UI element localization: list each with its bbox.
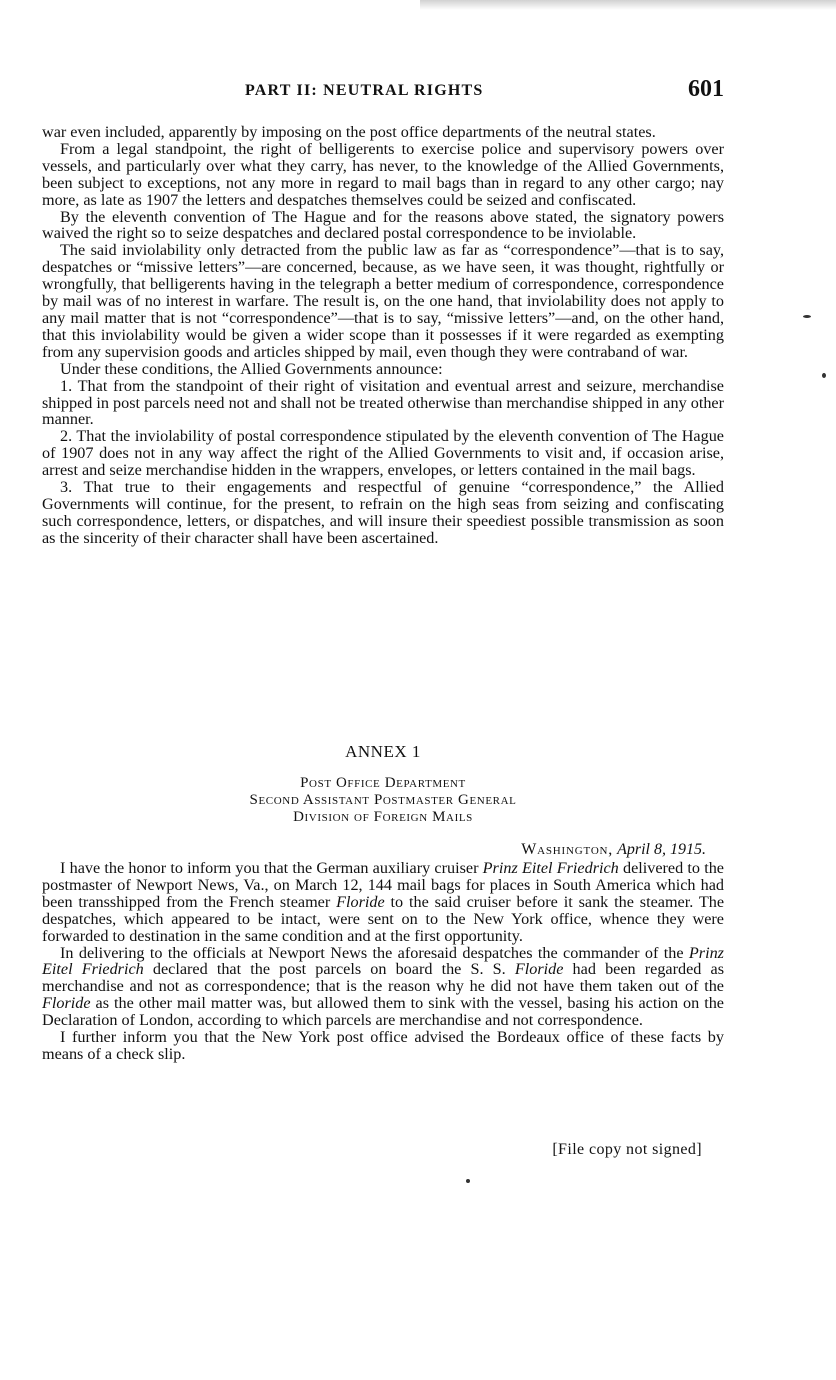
scan-speck bbox=[803, 315, 811, 318]
paragraph-announcement: Under these conditions, the Allied Governments announce: bbox=[60, 359, 443, 378]
text-run: In delivering to the officials at Newport News the aforesaid despatches the commander of the bbox=[60, 943, 689, 962]
scan-speck bbox=[466, 1179, 470, 1183]
text-run: had been regarded as merchandise and not as correspondence; that is the reason why he did not have them taken out of the bbox=[42, 960, 724, 996]
text-run: delivered to the postmaster of Newport News, Va., on March 12, 144 mail bags for places in South America which had been transshipped from the French steamer bbox=[42, 859, 724, 911]
page-number: 601 bbox=[688, 76, 724, 102]
text-run: to the said cruiser before it sank the steamer. The despatches, which appeared to be intact, were sent on to the New York office, whence they were forwarded to destination in the same condition and at the first opportunity. bbox=[42, 892, 725, 945]
numbered-item-1: 1. That from the standpoint of their right of visitation and eventual arrest and seizure, merchandise shipped in post parcels need not and shall not be treated otherwise than merchandise shipped in any other manner. bbox=[42, 376, 724, 429]
ship-name: Floride bbox=[336, 892, 385, 911]
dateline-date: April 8, 1915. bbox=[617, 841, 706, 858]
letter-paragraph-1 bbox=[42, 860, 724, 945]
text-run: as the other mail matter was, but allowed them to sink with the vessel, basing his action on the Declaration of London, according to which parcels are merchandise and not correspondence. bbox=[42, 994, 724, 1030]
dateline-place: Washington, bbox=[521, 841, 614, 858]
letterhead-division: Division of Foreign Mails bbox=[293, 809, 473, 825]
signature-note: [File copy not signed] bbox=[552, 1141, 702, 1158]
letterhead bbox=[42, 775, 724, 826]
letter-paragraph-3: I further inform you that the New York post office advised the Bordeaux office of these facts by means of a check slip. bbox=[42, 1028, 724, 1063]
letterhead-office: Second Assistant Postmaster General bbox=[249, 792, 517, 808]
letter-body bbox=[42, 860, 724, 1063]
annex-title: ANNEX 1 bbox=[345, 742, 421, 761]
numbered-item-3: 3. That true to their engagements and respectful of genuine “correspondence,” the Allied Governments will continue, for the present, to refrain on the high seas from seizing and confiscating such correspondence, letters, or dispatches, and will insure their speediest possible transmission as soon as the sincerity of their character shall have been ascertained. bbox=[42, 478, 724, 547]
ship-name: Floride bbox=[42, 994, 91, 1013]
ship-name: Prinz Eitel Friedrich bbox=[482, 859, 619, 877]
numbered-item-2: 2. That the inviolability of postal correspondence stipulated by the eleventh convention of The Hague of 1907 does not in any way affect the right of the Allied Governments to visit and, if occasion arise, arrest and seize merchandise hidden in the wrappers, envelopes, or letters contained in the mail bags. bbox=[42, 427, 724, 480]
scan-speck bbox=[822, 373, 826, 378]
body-text bbox=[42, 124, 724, 547]
paragraph-continuation: war even included, apparently by imposing on the post office departments of the neutral states. bbox=[42, 123, 656, 141]
text-run: declared that the post parcels on board the S. S. bbox=[143, 960, 515, 979]
letterhead-department: Post Office Department bbox=[300, 775, 466, 791]
page-header bbox=[42, 78, 724, 108]
paragraph-hague-convention: By the eleventh convention of The Hague and for the reasons above stated, the signatory powers waived the right so to seize despatches and declared postal correspondence to be inviolable. bbox=[42, 207, 724, 243]
scan-edge-shadow bbox=[420, 0, 836, 10]
paragraph-inviolability: The said inviolability only detracted from the public law as far as “correspondence”—that is to say, despatches or “missive letters”—are concerned, because, as we have seen, it was thought, rightfully or wrongfully, that belligerents having in the telegraph a better medium of correspondence, correspondence by mail was of no interest in warfare. The result is, on the one hand, that inviolability does not apply to any mail matter that is not “correspondence”—that is to say, “missive letters”—and, on the other hand, that this inviolability would be given a wider scope than it possesses if it were regarded as exempting from any supervision goods and articles shipped by mail, even though they were contraband of war. bbox=[42, 241, 724, 361]
ship-name: Floride bbox=[514, 960, 564, 979]
running-head: PART II: NEUTRAL RIGHTS bbox=[245, 82, 484, 99]
paragraph-legal-standpoint: From a legal standpoint, the right of belligerents to exercise police and supervisory powers over vessels, and particularly over what they carry, has never, to the knowledge of the Allied Governments, been subject to exceptions, not any more in regard to mail bags than in regard to any other cargo; nay more, as late as 1907 the letters and despatches themselves could be seized and confiscated. bbox=[42, 139, 724, 209]
text-run: I have the honor to inform you that the German auxiliary cruiser bbox=[60, 859, 483, 877]
ship-name: Prinz Eitel Friedrich bbox=[42, 943, 724, 979]
dateline bbox=[521, 841, 706, 859]
letter-paragraph-2 bbox=[42, 945, 724, 1030]
